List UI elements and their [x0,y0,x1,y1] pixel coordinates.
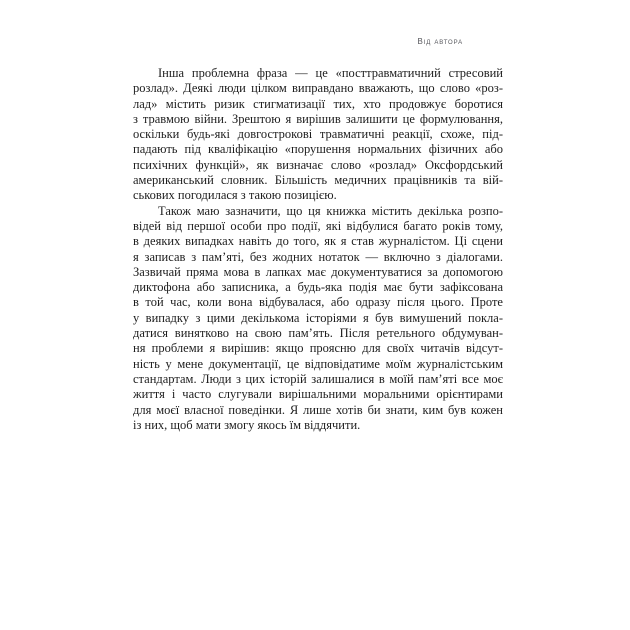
text-line: ськових погодилася з такою позицією. [133,188,337,203]
text-line: відей від першої особи про події, які відбулися багато років тому, [133,218,503,233]
text-line: із них, щоб мати змогу якось їм віддячити. [133,417,361,432]
text-line: стандартам. Люди з цих історій залишалися в моїй пам’яті все моє [133,371,503,386]
paragraph [133,204,503,433]
text-line: ня проблеми я вирішив: якщо проясню для своїх читачів відсут- [133,341,503,356]
text-line: американський словник. Більшість медичних працівників та вій- [133,173,503,188]
text-block [133,66,503,433]
text-line: у випадку з цими декількома історіями я був вимушений покла- [133,310,503,325]
text-line: я записав з пам’яті, без жодних нотаток — включно з діалогами. [133,249,503,264]
text-line: падають під кваліфікацію «порушення нормальних фізичних або [133,142,503,157]
text-line: диктофона або записника, а будь-яка подія має бути зафіксована [133,280,503,295]
running-head: Від автора [417,37,463,46]
text-line: розлад». Деякі люди цілком виправдано вважають, що слово «роз- [133,81,503,96]
text-line: Зазвичай пряма мова в лапках має документуватися за допомогою [133,264,503,279]
text-line: життя і часто слугували вирішальними моральними орієнтирами [133,387,503,402]
text-line: з травмою війни. Зрештою я вирішив залишити це формулювання, [133,111,503,126]
text-line: датися винятково на свою пам’ять. Після ретельного обдумуван- [133,326,503,341]
text-line: лад» містить ризик стигматизації тих, хто продовжує боротися [133,96,503,111]
text-line: для моєї власної поведінки. Я лише хотів би знати, ким був кожен [133,402,503,417]
paragraph [133,66,503,204]
text-line: Також маю зазначити, що ця книжка містить декілька розпо- [158,203,503,218]
text-line: ність у мене документації, це відповідатиме моїм журналістським [133,356,503,371]
text-line: в деяких випадках навіть до того, як я став журналістом. Ці сцени [133,234,503,249]
text-line: психічних функцій», як визначає слово «розлад» Оксфордський [133,157,503,172]
text-line: в той час, коли вона відбувалася, або одразу після цього. Проте [133,295,503,310]
text-line: оскільки будь-які довгострокові травматичні реакції, схоже, під- [133,127,503,142]
text-line: Інша проблемна фраза — це «посттравматичний стресовий [158,66,503,80]
